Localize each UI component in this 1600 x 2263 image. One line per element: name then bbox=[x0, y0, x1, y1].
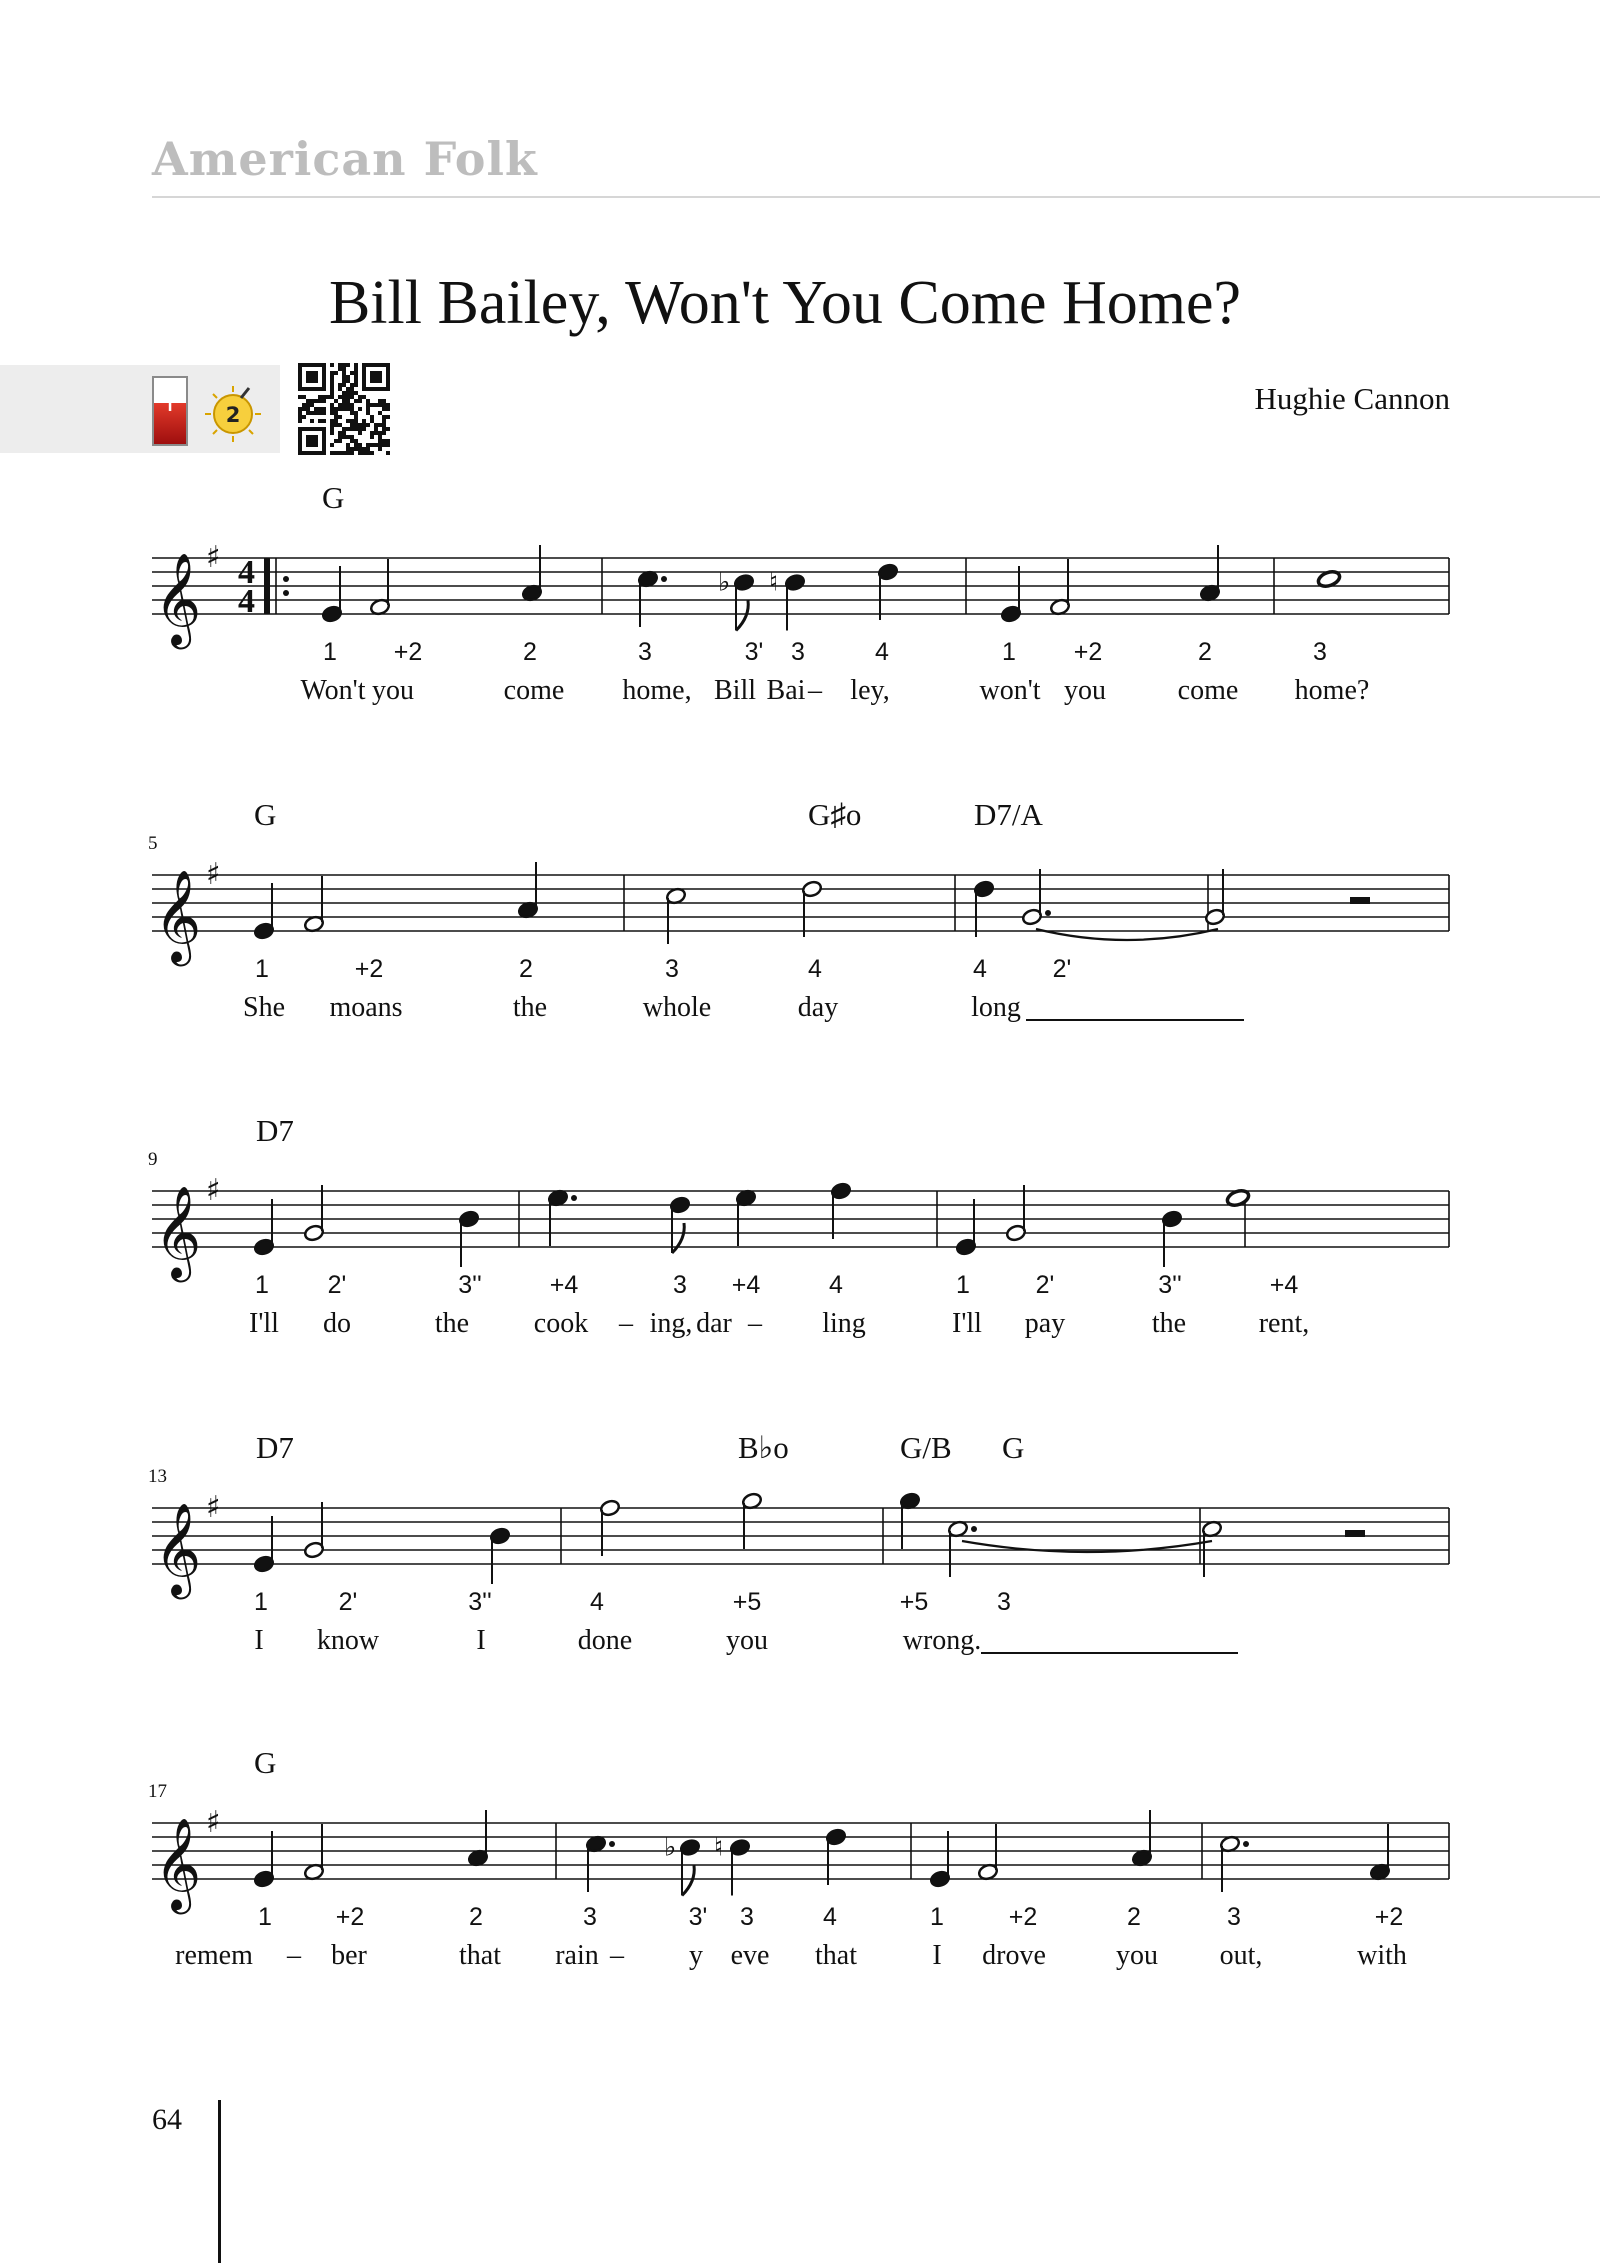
harmonica-hole-number: +4 bbox=[1269, 1271, 1299, 1299]
measure-number: 5 bbox=[148, 833, 158, 854]
chord-symbol: D7 bbox=[256, 1430, 294, 1465]
note bbox=[714, 1833, 751, 1896]
measure-number: 17 bbox=[148, 1781, 167, 1802]
harmonica-hole-number: +4 bbox=[731, 1271, 761, 1299]
lyric-syllable: – bbox=[287, 1940, 301, 1971]
note bbox=[735, 1189, 756, 1246]
note-dot bbox=[661, 576, 667, 582]
staff-notation bbox=[0, 1723, 1600, 1923]
note bbox=[521, 545, 542, 602]
whole-rest bbox=[1350, 897, 1370, 904]
note bbox=[1005, 1185, 1026, 1242]
harmonica-hole-number: 2' bbox=[338, 1588, 358, 1616]
composer: Hughie Cannon bbox=[1254, 381, 1450, 416]
harmonica-hole-number: +2 bbox=[393, 638, 423, 666]
lyric-syllable: dar bbox=[696, 1308, 732, 1339]
harmonica-hole-number: 2 bbox=[1127, 1903, 1141, 1931]
note bbox=[1219, 1835, 1249, 1892]
lyric-syllable: whole bbox=[642, 992, 712, 1023]
note bbox=[547, 1189, 577, 1246]
note bbox=[1131, 1810, 1152, 1867]
harmonica-hole-number: +2 bbox=[1073, 638, 1103, 666]
lyric-syllable: – bbox=[619, 1308, 633, 1339]
harmonica-hole-number: +2 bbox=[1374, 1903, 1404, 1931]
staff-system-3 bbox=[0, 1091, 1600, 1339]
lyric-syllable: – bbox=[808, 675, 822, 706]
note bbox=[1369, 1824, 1390, 1881]
lyric-syllable: day bbox=[797, 992, 839, 1023]
key-sharp-icon: ♯ bbox=[206, 1490, 221, 1525]
lyric-syllable: the bbox=[512, 992, 548, 1023]
lyric-syllable: ley, bbox=[850, 675, 890, 706]
harmonica-hole-number: 3 bbox=[638, 638, 652, 666]
harmonica-hole-number: 3'' bbox=[468, 1588, 492, 1616]
section-title: American Folk bbox=[152, 132, 538, 186]
note bbox=[321, 566, 342, 623]
harmonica-hole-number: 1 bbox=[930, 1903, 944, 1931]
note bbox=[947, 1520, 977, 1577]
chord-symbol: G bbox=[322, 480, 345, 515]
treble-clef-icon: 𝄞 bbox=[154, 1185, 202, 1278]
harmonica-hole-number: 1 bbox=[255, 1271, 269, 1299]
note bbox=[458, 1210, 479, 1267]
harmonica-hole-number: 2' bbox=[327, 1271, 347, 1299]
note bbox=[1161, 1210, 1182, 1267]
staff-system-1 bbox=[0, 458, 1600, 706]
harmonica-hole-number: 3 bbox=[673, 1271, 687, 1299]
harmonica-hole-number: 3 bbox=[1227, 1903, 1241, 1931]
lyric-syllable: I bbox=[476, 1625, 486, 1656]
repeat-barline bbox=[264, 558, 270, 614]
treble-clef-icon: 𝄞 bbox=[154, 552, 202, 645]
note bbox=[369, 559, 390, 616]
harmonica-hole-number: 1 bbox=[956, 1271, 970, 1299]
note bbox=[467, 1810, 488, 1867]
measure-number: 9 bbox=[148, 1149, 158, 1170]
lyric-syllable: She bbox=[243, 992, 285, 1023]
difficulty-level-label: I bbox=[167, 400, 173, 415]
lyric-syllable: the bbox=[1151, 1308, 1187, 1339]
note-dot bbox=[609, 1841, 615, 1847]
note bbox=[303, 1502, 324, 1559]
lyric-syllable: Bai bbox=[766, 675, 806, 706]
song-title: Bill Bailey, Won't You Come Home? bbox=[328, 269, 1242, 337]
note bbox=[253, 883, 274, 940]
harmonica-hole-number: +2 bbox=[1008, 1903, 1038, 1931]
lyric-syllable: that bbox=[459, 1940, 501, 1971]
flat-icon: ♭ bbox=[664, 1832, 677, 1863]
treble-clef-icon: 𝄞 bbox=[154, 1502, 202, 1595]
lyric-syllable: you bbox=[726, 1625, 768, 1656]
note bbox=[801, 880, 822, 937]
note bbox=[253, 1831, 274, 1888]
lyric-extender-line bbox=[1026, 1019, 1244, 1021]
chord-symbol: G♯o bbox=[808, 797, 862, 832]
harmonica-hole-number: 3 bbox=[740, 1903, 754, 1931]
harmonica-hole-number: +4 bbox=[549, 1271, 579, 1299]
note bbox=[830, 1182, 851, 1239]
lyric-syllable: won't bbox=[979, 675, 1041, 706]
lyric-syllable: home, bbox=[622, 675, 692, 706]
harmonica-hole-number: 4 bbox=[973, 955, 987, 983]
harmonica-hole-number: 2 bbox=[519, 955, 533, 983]
lyric-syllable: do bbox=[323, 1308, 351, 1339]
lyric-syllable: moans bbox=[329, 992, 403, 1023]
note bbox=[973, 880, 994, 937]
note bbox=[825, 1828, 846, 1885]
lyric-syllable: pay bbox=[1024, 1308, 1066, 1339]
note bbox=[303, 1185, 324, 1242]
treble-clef-icon: 𝄞 bbox=[154, 869, 202, 962]
lyric-syllable: rent, bbox=[1258, 1308, 1310, 1339]
lyric-syllable: drove bbox=[982, 1940, 1046, 1971]
harmonica-hole-number: 3' bbox=[688, 1903, 708, 1931]
staff-notation bbox=[0, 458, 1600, 658]
lyric-syllable: that bbox=[815, 1940, 857, 1971]
note-flag bbox=[736, 601, 748, 631]
lyric-syllable: come bbox=[1177, 675, 1239, 706]
note-flag bbox=[672, 1223, 684, 1253]
lyric-syllable: – bbox=[748, 1308, 762, 1339]
treble-clef-icon: 𝄞 bbox=[154, 1817, 202, 1910]
note bbox=[489, 1527, 510, 1584]
lyric-syllable: wrong. bbox=[902, 1625, 982, 1656]
harmonica-hole-number: +2 bbox=[354, 955, 384, 983]
note bbox=[955, 1199, 976, 1256]
lyric-syllable: ling bbox=[822, 1308, 866, 1339]
difficulty-level-icon bbox=[152, 376, 188, 446]
chord-symbol: B♭o bbox=[738, 1430, 789, 1465]
note bbox=[1000, 566, 1021, 623]
lyric-syllable: Bill bbox=[713, 675, 757, 706]
harmonica-hole-number: 2 bbox=[523, 638, 537, 666]
lyric-syllable: I'll bbox=[952, 1308, 982, 1339]
staff-system-4 bbox=[0, 1408, 1600, 1656]
lyric-syllable: ing, bbox=[649, 1308, 693, 1339]
lyric-syllable: I'll bbox=[249, 1308, 279, 1339]
harmonica-hole-number: 2 bbox=[469, 1903, 483, 1931]
note-dot bbox=[1243, 1841, 1249, 1847]
note bbox=[1049, 559, 1070, 616]
note bbox=[1199, 545, 1220, 602]
chord-symbol: D7/A bbox=[974, 797, 1043, 832]
harmonica-hole-number: 3 bbox=[1313, 638, 1327, 666]
lyric-syllable: you bbox=[1064, 675, 1106, 706]
chord-symbol: G bbox=[1002, 1430, 1025, 1465]
harmonica-hole-number: 4 bbox=[829, 1271, 843, 1299]
note-dot bbox=[571, 1195, 577, 1201]
harmonica-hole-number: +5 bbox=[899, 1588, 929, 1616]
harmonica-hole-number: +5 bbox=[732, 1588, 762, 1616]
lyric-syllable: done bbox=[577, 1625, 633, 1656]
speed-level-label: 2 bbox=[225, 403, 241, 427]
staff-system-5 bbox=[0, 1723, 1600, 1971]
lyric-syllable: rain bbox=[555, 1940, 599, 1971]
harmonica-hole-number: 1 bbox=[258, 1903, 272, 1931]
staff-notation bbox=[0, 775, 1600, 975]
lyric-syllable: y bbox=[689, 1940, 703, 1971]
lyric-syllable: come bbox=[503, 675, 565, 706]
chord-symbol: G/B bbox=[900, 1430, 952, 1465]
chord-symbol: D7 bbox=[256, 1113, 294, 1148]
header-rule bbox=[152, 196, 1600, 198]
harmonica-hole-number: 4 bbox=[590, 1588, 604, 1616]
page-margin-line bbox=[218, 2100, 221, 2263]
lyric-syllable: eve bbox=[730, 1940, 770, 1971]
harmonica-hole-number: 3' bbox=[744, 638, 764, 666]
note-flag bbox=[682, 1866, 694, 1896]
harmonica-hole-number: 1 bbox=[1002, 638, 1016, 666]
flat-icon: ♭ bbox=[718, 567, 731, 598]
harmonica-hole-number: 4 bbox=[875, 638, 889, 666]
natural-icon: ♮ bbox=[714, 1832, 724, 1863]
lyric-syllable: with bbox=[1357, 1940, 1407, 1971]
lyric-syllable: Won't bbox=[300, 675, 366, 706]
harmonica-hole-number: 3 bbox=[997, 1588, 1011, 1616]
repeat-dot bbox=[283, 576, 289, 582]
harmonica-hole-number: 4 bbox=[823, 1903, 837, 1931]
note bbox=[929, 1831, 950, 1888]
lyric-syllable: home? bbox=[1294, 675, 1370, 706]
note bbox=[585, 1835, 615, 1892]
lyric-syllable: remem bbox=[175, 1940, 253, 1971]
harmonica-hole-number: 2 bbox=[1198, 638, 1212, 666]
key-sharp-icon: ♯ bbox=[206, 1805, 221, 1840]
note bbox=[303, 876, 324, 933]
lyric-syllable: you bbox=[1116, 1940, 1158, 1971]
harmonica-hole-number: +2 bbox=[335, 1903, 365, 1931]
harmonica-hole-number: 3'' bbox=[1158, 1271, 1182, 1299]
harmonica-hole-number: 2' bbox=[1035, 1271, 1055, 1299]
note bbox=[637, 570, 667, 627]
note bbox=[599, 1499, 620, 1556]
note-dot bbox=[971, 1526, 977, 1532]
time-signature-top: 4 bbox=[238, 554, 255, 591]
lyric-syllable: the bbox=[434, 1308, 470, 1339]
lyric-syllable: I bbox=[932, 1940, 942, 1971]
note bbox=[253, 1199, 274, 1256]
note bbox=[669, 1196, 690, 1253]
measure-number: 13 bbox=[148, 1466, 167, 1487]
note bbox=[977, 1824, 998, 1881]
lyric-syllable: ber bbox=[331, 1940, 367, 1971]
lyric-syllable: cook bbox=[533, 1308, 589, 1339]
harmonica-hole-number: 3 bbox=[665, 955, 679, 983]
note bbox=[253, 1516, 274, 1573]
note bbox=[664, 1833, 701, 1896]
note bbox=[741, 1492, 762, 1549]
lyric-syllable: know bbox=[316, 1625, 380, 1656]
whole-rest bbox=[1345, 1530, 1365, 1537]
page-number: 64 bbox=[152, 2103, 182, 2136]
lyric-syllable: you bbox=[372, 675, 414, 706]
note bbox=[303, 1824, 324, 1881]
staff-notation bbox=[0, 1408, 1600, 1608]
staff-notation bbox=[0, 1091, 1600, 1291]
note-dot bbox=[1045, 910, 1051, 916]
harmonica-hole-number: 3 bbox=[583, 1903, 597, 1931]
lyric-extender-line bbox=[981, 1652, 1238, 1654]
staff-system-2 bbox=[0, 775, 1600, 1023]
key-sharp-icon: ♯ bbox=[206, 540, 221, 575]
lyric-syllable: long bbox=[971, 992, 1021, 1023]
note bbox=[899, 1492, 920, 1549]
harmonica-hole-number: 2' bbox=[1052, 955, 1072, 983]
note bbox=[517, 862, 538, 919]
harmonica-hole-number: 1 bbox=[254, 1588, 268, 1616]
lyric-syllable: out, bbox=[1219, 1940, 1263, 1971]
note bbox=[877, 563, 898, 620]
key-sharp-icon: ♯ bbox=[206, 1173, 221, 1208]
note bbox=[769, 568, 806, 631]
harmonica-hole-number: 1 bbox=[255, 955, 269, 983]
time-signature-bottom: 4 bbox=[238, 583, 255, 620]
note bbox=[1201, 1520, 1222, 1577]
harmonica-hole-number: 4 bbox=[808, 955, 822, 983]
natural-icon: ♮ bbox=[769, 567, 779, 598]
key-sharp-icon: ♯ bbox=[206, 857, 221, 892]
lyric-syllable: I bbox=[254, 1625, 264, 1656]
note bbox=[718, 568, 755, 631]
chord-symbol: G bbox=[254, 797, 277, 832]
harmonica-hole-number: 3'' bbox=[458, 1271, 482, 1299]
chord-symbol: G bbox=[254, 1745, 277, 1780]
speed-dial-icon bbox=[203, 384, 263, 444]
qr-code-icon bbox=[298, 363, 390, 455]
repeat-dot bbox=[283, 590, 289, 596]
harmonica-hole-number: 1 bbox=[323, 638, 337, 666]
harmonica-hole-number: 3 bbox=[791, 638, 805, 666]
lyric-syllable: – bbox=[610, 1940, 624, 1971]
note bbox=[665, 887, 686, 944]
